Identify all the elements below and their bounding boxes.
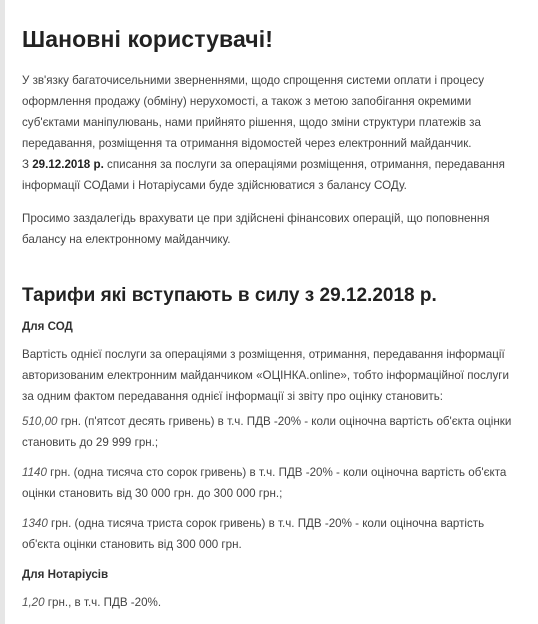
sod-tariff-1 — [22, 411, 522, 453]
notary-heading: Для Нотаріусів — [22, 568, 109, 581]
tariff-price: 1,20 — [22, 596, 45, 609]
tariff-text: грн. (п'ятсот десять гривень) в т.ч. ПДВ -20% - коли оціночна вартість об'єкта оцінки становить до 29 999 грн.; — [22, 415, 512, 449]
intro-2-prefix: З — [22, 158, 33, 171]
page-title: Шановні користувачі! — [22, 26, 273, 52]
intro-paragraph-3: Просимо заздалегідь врахувати це при здійснені фінансових операцій, що поповнення балансу на електронному майданчику. — [22, 212, 490, 246]
tariff-price: 510,00 — [22, 415, 58, 428]
tariff-price: 1140 — [22, 466, 47, 479]
tariff-text: грн. (одна тисяча триста сорок гривень) в т.ч. ПДВ -20% - коли оціночна вартість об'єкта оцінки становить від 300 000 грн. — [22, 517, 485, 551]
sod-heading: Для СОД — [22, 320, 73, 333]
intro-paragraph-2 — [22, 154, 522, 196]
tariffs-title: Тарифи які вступають в силу з 29.12.2018 р. — [22, 285, 437, 306]
intro-2-text: списання за послуги за операціями розміщення, отримання, передавання інформації СОДами і Нотаріусами буде здійснюватися з балансу СОДу. — [22, 158, 505, 192]
intro-paragraph-1: У зв'язку багаточисельними зверненнями, щодо спрощення системи оплати і процесу оформлення продажу (обміну) нерухомості, а також з метою запобігання окремими суб'єктами маніпулювань, нами прийнято рішення, щодо зміни структури платежів за передавання, розміщення та отримання відомостей через електронний майданчик. — [22, 74, 484, 150]
tariff-text: грн. (одна тисяча сто сорок гривень) в т.ч. ПДВ -20% - коли оціночна вартість об'єкта оцінки становить від 30 000 грн. до 300 000 грн.; — [22, 466, 507, 500]
tariff-price: 1340 — [22, 517, 48, 530]
sod-description: Вартість однієї послуги за операціями з розміщення, отримання, передавання інформації авторизованим електронним майданчиком «ОЦІНКА.online», тобто інформаційної послуги за одним фактом передавання однієї інформації зі звіту про оцінку становить: — [22, 348, 510, 403]
notary-tariff — [22, 592, 522, 613]
sod-tariff-3 — [22, 513, 522, 555]
effective-date: 29.12.2018 р. — [32, 158, 104, 171]
tariff-text: грн., в т.ч. ПДВ -20%. — [44, 596, 162, 609]
sod-tariff-2 — [22, 462, 522, 504]
